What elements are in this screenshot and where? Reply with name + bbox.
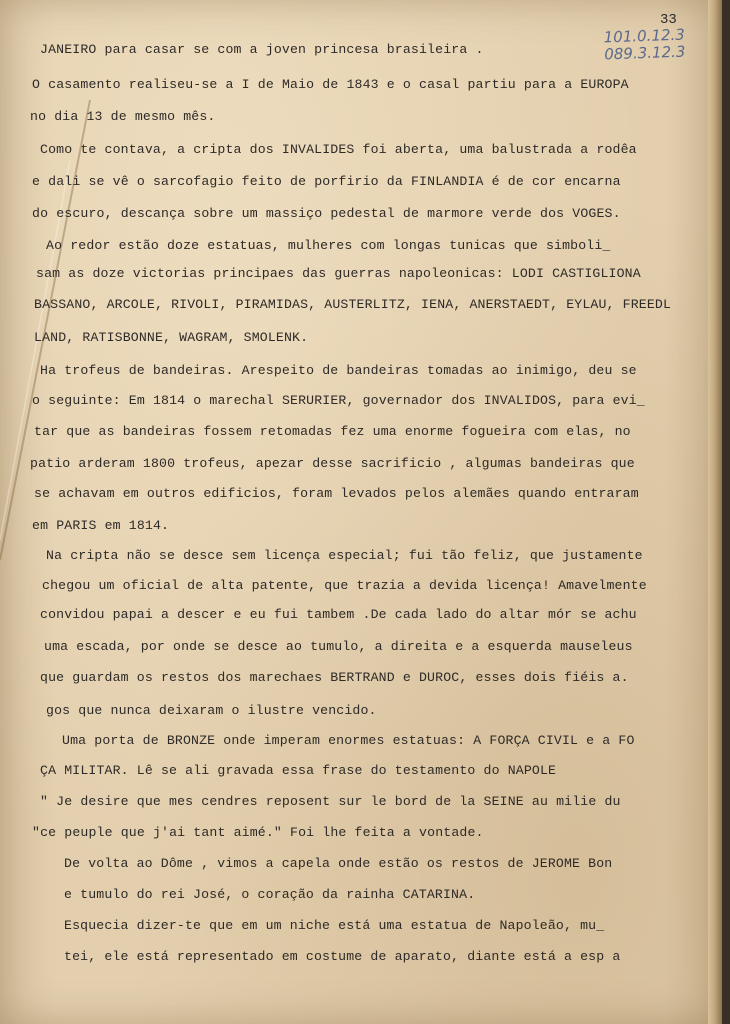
text-line: em PARIS em 1814. — [32, 518, 170, 533]
text-line: De volta ao Dôme , vimos a capela onde estão os restos de JEROME Bon — [64, 856, 613, 871]
text-line: Uma porta de BRONZE onde imperam enormes estatuas: A FORÇA CIVIL e a FO — [62, 733, 635, 748]
text-line: ÇA MILITAR. Lê se ali gravada essa frase do testamento do NAPOLE — [40, 763, 557, 778]
text-line: gos que nunca deixaram o ilustre vencido. — [46, 703, 377, 718]
catalog-number-line-1: 101.0.12.3 — [603, 25, 686, 47]
text-line: Ao redor estão doze estatuas, mulheres com longas tunicas que simboli_ — [46, 238, 611, 253]
text-line: e tumulo do rei José, o coração da rainha CATARINA. — [64, 887, 476, 902]
text-line: tei, ele está representado em costume de aparato, diante está a esp a — [64, 949, 621, 964]
text-line: "ce peuple que j'ai tant aimé." Foi lhe feita a vontade. — [32, 825, 484, 840]
text-line: sam as doze victorias principaes das guerras napoleonicas: LODI CASTIGLIONA — [36, 266, 641, 281]
text-line: e dali se vê o sarcofagio feito de porfirio da FINLANDIA é de cor encarna — [32, 174, 621, 189]
page-number: 33 — [660, 12, 677, 28]
text-line: Como te contava, a cripta dos INVALIDES foi aberta, uma balustrada a rodêa — [40, 142, 637, 157]
text-line: convidou papai a descer e eu fui tambem .De cada lado do altar mór se achu — [40, 607, 637, 622]
handwritten-catalog-number — [603, 27, 685, 64]
text-line: que guardam os restos dos marechaes BERTRAND e DUROC, esses dois fiéis a. — [40, 670, 629, 685]
text-line: Na cripta não se desce sem licença especial; fui tão feliz, que justamente — [46, 548, 643, 563]
text-line: do escuro, descança sobre um massiço pedestal de marmore verde dos VOGES. — [32, 206, 621, 221]
text-line: no dia 13 de mesmo mês. — [30, 109, 216, 124]
text-line: Esquecia dizer-te que em um niche está uma estatua de Napoleão, mu_ — [64, 918, 605, 933]
catalog-number-line-2: 089.3.12.3 — [603, 42, 686, 64]
text-line: o seguinte: Em 1814 o marechal SERURIER, governador dos INVALIDOS, para evi_ — [32, 393, 645, 408]
page-edge — [708, 0, 722, 1024]
text-line: uma escada, por onde se desce ao tumulo, a direita e a esquerda mauseleus — [44, 639, 633, 654]
text-line: patio arderam 1800 trofeus, apezar desse sacrificio , algumas bandeiras que — [30, 456, 635, 471]
text-line: JANEIRO para casar se com a joven princesa brasileira . — [40, 42, 484, 57]
text-line: O casamento realiseu-se a I de Maio de 1843 e o casal partiu para a EUROPA — [32, 77, 629, 92]
text-line: " Je desire que mes cendres reposent sur le bord de la SEINE au milie du — [40, 794, 621, 809]
text-line: chegou um oficial de alta patente, que trazia a devida licença! Amavelmente — [42, 578, 647, 593]
text-line: BASSANO, ARCOLE, RIVOLI, PIRAMIDAS, AUSTERLITZ, IENA, ANERSTAEDT, EYLAU, FREEDL — [34, 297, 672, 312]
text-line: se achavam em outros edificios, foram levados pelos alemães quando entraram — [34, 486, 639, 501]
text-line: LAND, RATISBONNE, WAGRAM, SMOLENK. — [34, 330, 309, 345]
text-line: tar que as bandeiras fossem retomadas fez uma enorme fogueira com elas, no — [34, 424, 631, 439]
text-line: Ha trofeus de bandeiras. Arespeito de bandeiras tomadas ao inimigo, deu se — [40, 363, 637, 378]
